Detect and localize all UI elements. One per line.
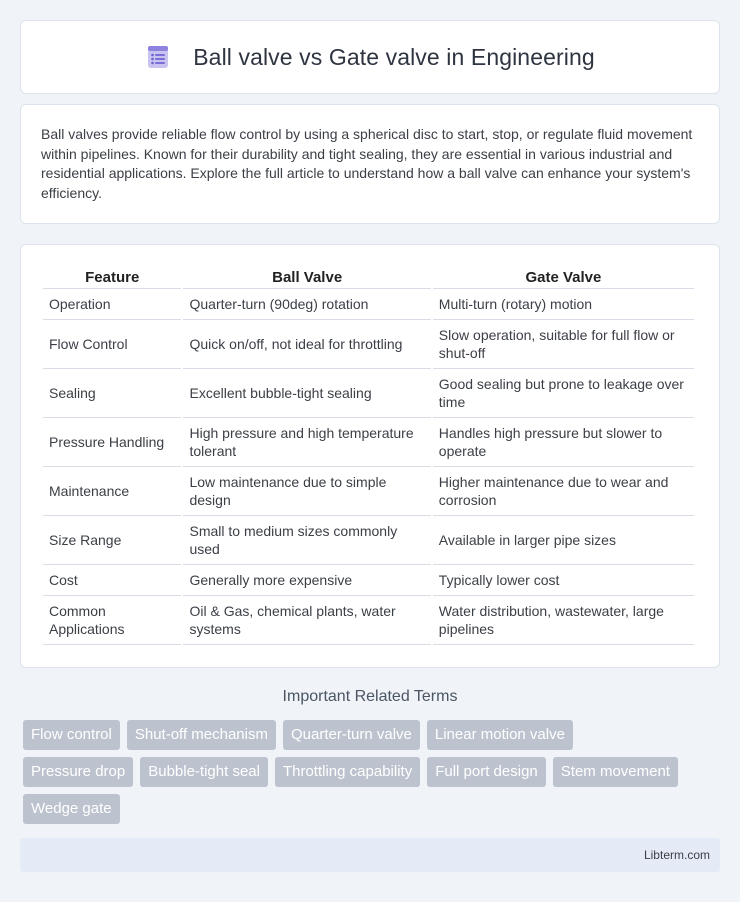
table-row [43,467,694,516]
footer-site-link[interactable]: Libterm.com [643,848,710,862]
tag-row [23,794,723,824]
related-terms-title: Important Related Terms [282,688,458,705]
feature-cell: Flow Control [43,320,181,369]
table-row [43,565,694,596]
table-row [43,289,694,320]
feature-cell: Cost [43,565,181,596]
gate-valve-cell: Water distribution, wastewater, large pipelines [433,596,694,645]
table-row [43,596,694,645]
tag-pressure-drop[interactable]: Pressure drop [23,757,133,787]
comparison-table [41,265,696,645]
tag-full-port-design[interactable]: Full port design [427,757,546,787]
gate-valve-cell: Typically lower cost [433,565,694,596]
table-row [43,516,694,565]
tag-linear-motion-valve[interactable]: Linear motion valve [427,720,573,750]
page-title: Ball valve vs Gate valve in Engineering [193,43,595,70]
feature-cell: Operation [43,289,181,320]
column-header-feature: Feature [43,265,181,289]
tag-shut-off-mechanism[interactable]: Shut-off mechanism [127,720,276,750]
ball-valve-cell: Low maintenance due to simple design [183,467,430,516]
footer [20,838,720,872]
document-list-icon [145,44,171,70]
feature-cell: Common Applications [43,596,181,645]
gate-valve-cell: Handles high pressure but slower to operate [433,418,694,467]
tag-flow-control[interactable]: Flow control [23,720,120,750]
column-header-ball-valve: Ball Valve [183,265,430,289]
feature-cell: Pressure Handling [43,418,181,467]
table-row [43,320,694,369]
tag-row [23,757,723,787]
feature-cell: Sealing [43,369,181,418]
comparison-table-card [20,244,720,668]
table-row [43,418,694,467]
related-terms-tags [23,720,723,831]
ball-valve-cell: Small to medium sizes commonly used [183,516,430,565]
gate-valve-cell: Good sealing but prone to leakage over time [433,369,694,418]
gate-valve-cell: Higher maintenance due to wear and corrosion [433,467,694,516]
tag-row [23,720,723,750]
ball-valve-cell: Oil & Gas, chemical plants, water systems [183,596,430,645]
gate-valve-cell: Multi-turn (rotary) motion [433,289,694,320]
ball-valve-cell: Excellent bubble-tight sealing [183,369,430,418]
tag-throttling-capability[interactable]: Throttling capability [275,757,420,787]
table-header-row [43,265,694,289]
tag-wedge-gate[interactable]: Wedge gate [23,794,120,824]
ball-valve-cell: Quarter-turn (90deg) rotation [183,289,430,320]
table-row [43,369,694,418]
gate-valve-cell: Available in larger pipe sizes [433,516,694,565]
tag-bubble-tight-seal[interactable]: Bubble-tight seal [140,757,268,787]
ball-valve-cell: High pressure and high temperature tolerant [183,418,430,467]
tag-quarter-turn-valve[interactable]: Quarter-turn valve [283,720,420,750]
intro-paragraph: Ball valves provide reliable flow control by using a spherical disc to start, stop, or regulate fluid movement within pipelines. Known for their durability and tight sealing, they are essential in various industrial and residential applications. Explore the full article to understand how a ball valve can enhance your system's efficiency. [41,126,693,201]
gate-valve-cell: Slow operation, suitable for full flow or shut-off [433,320,694,369]
intro-card [20,104,720,224]
feature-cell: Size Range [43,516,181,565]
feature-cell: Maintenance [43,467,181,516]
ball-valve-cell: Quick on/off, not ideal for throttling [183,320,430,369]
ball-valve-cell: Generally more expensive [183,565,430,596]
header-card [20,20,720,94]
column-header-gate-valve: Gate Valve [433,265,694,289]
tag-stem-movement[interactable]: Stem movement [553,757,678,787]
